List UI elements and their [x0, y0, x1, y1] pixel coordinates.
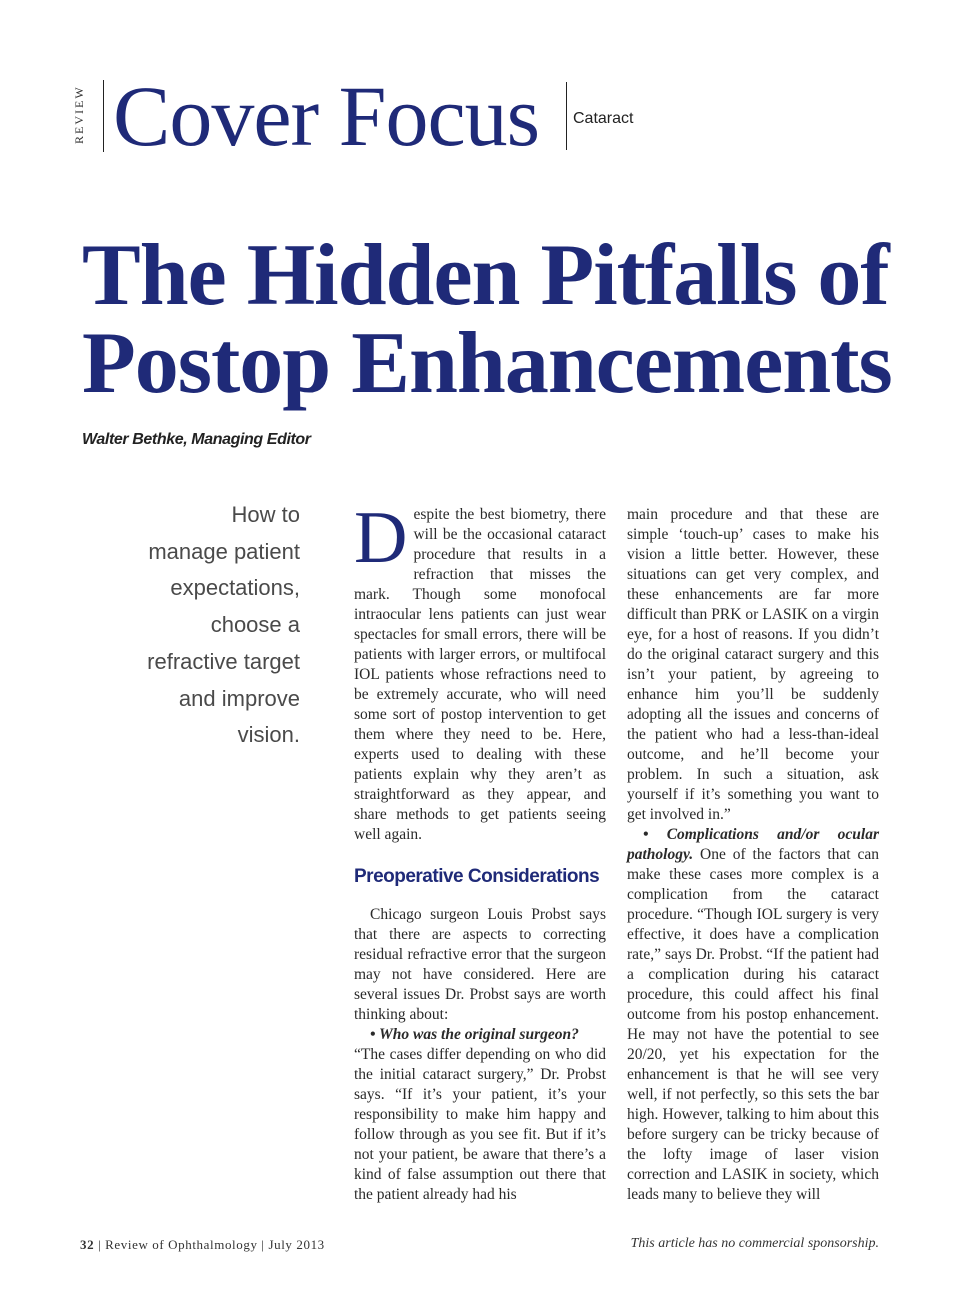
- bullet-body-text: One of the factors that can make these cases more complex is a complication from the cataract procedure. “Though IOL surgery is very effective, it does have a complication rate,” says Dr. Probst. “If the patient had a complication during his cataract procedure, this could affect his final outcome from his postop enhancement. He may not have the potential to see 20/20, yet his expectation for the enhancement is that he will see very well, if not perfectly, so this sets the bar high. However, talking to him about this before surgery can be tricky because of the lofty image of laser vision correction and LASIK in society, which leads many to believe they will: [627, 846, 879, 1203]
- drop-cap: D: [354, 497, 408, 579]
- paragraph: Chicago surgeon Louis Probst says that there are aspects to correcting residual refractive error that the surgeon may not have considered. Here are several issues Dr. Probst says are worth thinking about:: [354, 906, 606, 1023]
- review-tag: REVIEW: [72, 85, 86, 145]
- bullet-head-text: • Who was the original surgeon?: [370, 1026, 579, 1043]
- section-subhead: Preoperative Considerations: [354, 866, 600, 887]
- section-category: Cataract: [573, 110, 634, 127]
- paragraph: main procedure and that these are simple ‘touch-up’ cases to make his vision a little better. However, these situations can get very complex, and these enhancements are far more difficult than PRK or LASIK on a virgin eye, for a host of reasons. If you didn’t do the original cataract surgery and this isn’t your patient, by agreeing to enhance him you’ll be suddenly adopting all the issues and concerns of the patient who had a less-than-ideal outcome, and he’ll become your problem. In such a situation, ask yourself if it’s something you want to get involved in.”: [627, 506, 879, 823]
- section-title: Cover Focus: [113, 68, 540, 164]
- page-footer: [80, 1237, 325, 1253]
- paragraph: “The cases differ depending on who did the initial cataract surgery,” Dr. Probst says. “If it’s your patient, it’s your responsibility to make him happy and follow through as you see fit. But if it’s not your patient, be aware that there’s a kind of false assumption out there that the patient already had his: [354, 1046, 606, 1203]
- header-divider-left: [103, 80, 104, 152]
- sponsorship-note: This article has no commercial sponsorship.: [630, 1236, 879, 1251]
- bullet-head-text: • Complications and/or ocular pathology.: [627, 826, 879, 863]
- header-divider-right: [566, 82, 567, 150]
- deck-line: expectations,: [170, 575, 300, 601]
- headline-line-1: The Hidden Pitfalls of: [82, 227, 889, 324]
- deck-line: and improve: [178, 685, 300, 711]
- bullet-heading: [354, 1025, 606, 1045]
- article-intro: [354, 497, 606, 845]
- page-number: 32: [80, 1237, 95, 1252]
- article-deck: [110, 497, 300, 754]
- intro-text: espite the best biometry, there will be the occasional cataract procedure that results in a refraction that misses the mark. Though some monofocal intraocular lens patients can just wear spectacles for small errors, there will be patients with larger errors, or multifocal IOL patients whose refractions need to be extremely accurate, who will need some sort of postop intervention to get them where they need to be. Here, experts used to dealing with these patients explain why they aren’t as straightforward as they appear, and share methods to get patients seeing well again.: [354, 506, 606, 843]
- publication-info: | Review of Ophthalmology | July 2013: [98, 1237, 325, 1252]
- deck-line: manage patient: [148, 538, 300, 564]
- column-2-body: [627, 505, 879, 1205]
- headline-line-2: Postop Enhancements: [82, 315, 892, 412]
- deck-line: vision.: [237, 722, 300, 748]
- byline: Walter Bethke, Managing Editor: [82, 431, 311, 448]
- article-headline: [82, 227, 942, 412]
- column-1-body: [354, 905, 606, 1205]
- deck-line: refractive target: [147, 648, 300, 674]
- deck-line: How to: [231, 502, 300, 527]
- paragraph: [627, 825, 879, 1205]
- deck-line: choose a: [210, 612, 300, 638]
